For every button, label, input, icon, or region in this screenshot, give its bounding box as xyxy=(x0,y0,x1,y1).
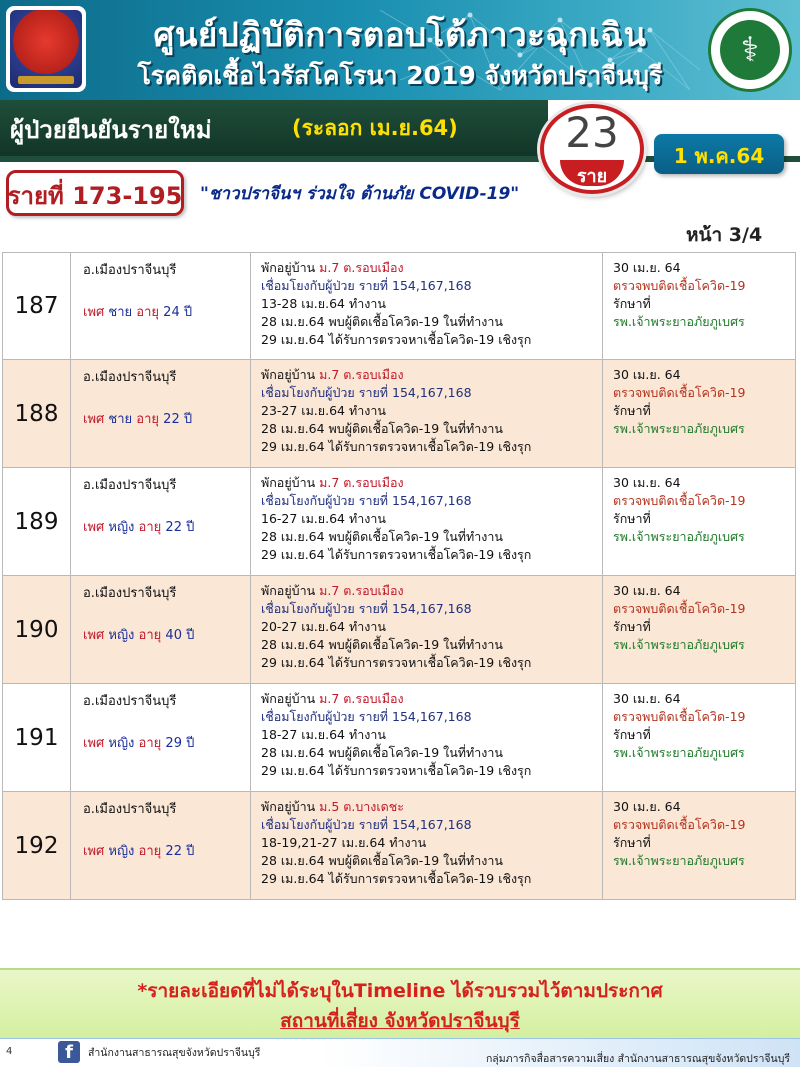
case-age: 22 xyxy=(165,520,182,535)
case-link xyxy=(261,492,602,510)
age-label: อายุ xyxy=(136,412,160,427)
case-area-cell xyxy=(71,360,251,467)
status-date: 30 เม.ย. 64 xyxy=(613,583,681,598)
status-treat-label: รักษาที่ xyxy=(613,835,651,850)
header-title-line1: ศูนย์ปฏิบัติการตอบโต้ภาวะฉุกเฉิน xyxy=(153,15,647,54)
case-village: ม.7 ต.รอบเมือง xyxy=(319,475,404,490)
case-residence xyxy=(261,798,602,816)
report-date: 1 พ.ค.64 xyxy=(673,144,765,168)
years-label: ปี xyxy=(186,628,195,643)
case-village: ม.7 ต.รอบเมือง xyxy=(319,367,404,382)
case-found-at-work: 28 เม.ย.64 พบผู้ติดเชื้อโควิด-19 ในที่ทำงาน xyxy=(261,529,503,544)
table-row xyxy=(2,252,796,360)
age-label: อายุ xyxy=(138,628,162,643)
case-sex: ชาย xyxy=(108,305,133,320)
ministry-of-public-health-seal-icon: ⚕ xyxy=(708,8,792,92)
status-found: ตรวจพบติดเชื้อโควิด-19 xyxy=(613,817,746,832)
case-work-period: 13-28 เม.ย.64 ทำงาน xyxy=(261,296,386,311)
link-label: เชื่อมโยงกับผู้ป่วย xyxy=(261,709,355,724)
status-hospital: รพ.เจ้าพระยาอภัยภูเบศร xyxy=(613,745,745,760)
years-label: ปี xyxy=(183,305,193,320)
status-treat-label: รักษาที่ xyxy=(613,403,651,418)
case-area-cell xyxy=(71,576,251,683)
page-number: หน้า 3/4 xyxy=(686,224,763,246)
link-label: เชื่อมโยงกับผู้ป่วย xyxy=(261,817,355,832)
years-label: ปี xyxy=(183,412,193,427)
age-label: อายุ xyxy=(138,844,162,859)
case-work-period: 23-27 เม.ย.64 ทำงาน xyxy=(261,403,386,418)
status-hospital: รพ.เจ้าพระยาอภัยภูเบศร xyxy=(613,314,745,329)
case-village: ม.7 ต.รอบเมือง xyxy=(319,260,404,275)
case-linked-ids: รายที่ 154,167,168 xyxy=(358,817,472,832)
case-timeline-cell xyxy=(251,360,603,467)
stay-label: พักอยู่บ้าน xyxy=(261,691,316,706)
case-proactive-test: 29 เม.ย.64 ได้รับการตรวจหาเชื้อโควิด-19 เชิงรุก xyxy=(261,871,532,886)
table-row xyxy=(2,468,796,576)
case-number: 192 xyxy=(3,792,71,899)
case-proactive-test: 29 เม.ย.64 ได้รับการตรวจหาเชื้อโควิด-19 เชิงรุก xyxy=(261,655,532,670)
case-status-cell xyxy=(603,684,795,791)
status-hospital: รพ.เจ้าพระยาอภัยภูเบศร xyxy=(613,853,745,868)
status-hospital: รพ.เจ้าพระยาอภัยภูเบศร xyxy=(613,529,745,544)
case-work-period: 20-27 เม.ย.64 ทำงาน xyxy=(261,619,386,634)
case-linked-ids: รายที่ 154,167,168 xyxy=(358,278,472,293)
case-status-cell xyxy=(603,360,795,467)
case-district: อ.เมืองปราจีนบุรี xyxy=(83,478,177,493)
table-row xyxy=(2,684,796,792)
case-area-cell xyxy=(71,253,251,359)
case-age: 22 xyxy=(165,844,182,859)
status-date: 30 เม.ย. 64 xyxy=(613,691,681,706)
case-count-number: 23 xyxy=(565,108,619,157)
years-label: ปี xyxy=(186,844,195,859)
case-timeline-cell xyxy=(251,684,603,791)
case-linked-ids: รายที่ 154,167,168 xyxy=(358,601,472,616)
new-cases-title: ผู้ป่วยยืนยันรายใหม่ xyxy=(10,116,212,144)
case-number: 189 xyxy=(3,468,71,575)
footnote-line1: *รายละเอียดที่ไม่ได้ระบุในTimeline ได้รวบรวมไว้ตามประกาศ xyxy=(137,980,663,1002)
case-linked-ids: รายที่ 154,167,168 xyxy=(358,385,472,400)
age-label: อายุ xyxy=(136,305,160,320)
status-treat-label: รักษาที่ xyxy=(613,296,651,311)
case-district: อ.เมืองปราจีนบุรี xyxy=(83,586,177,601)
sex-label: เพศ xyxy=(83,736,105,751)
case-district: อ.เมืองปราจีนบุรี xyxy=(83,694,177,709)
case-residence xyxy=(261,366,602,384)
case-timeline-cell xyxy=(251,576,603,683)
case-timeline-cell xyxy=(251,792,603,899)
case-proactive-test: 29 เม.ย.64 ได้รับการตรวจหาเชื้อโควิด-19 เชิงรุก xyxy=(261,547,532,562)
status-found: ตรวจพบติดเชื้อโควิด-19 xyxy=(613,385,746,400)
case-area-cell xyxy=(71,792,251,899)
case-linked-ids: รายที่ 154,167,168 xyxy=(358,493,472,508)
case-residence xyxy=(261,474,602,492)
case-found-at-work: 28 เม.ย.64 พบผู้ติดเชื้อโควิด-19 ในที่ทำงาน xyxy=(261,314,503,329)
case-residence xyxy=(261,690,602,708)
slogan: "ชาวปราจีนฯ ร่วมใจ ต้านภัย COVID-19" xyxy=(200,184,520,204)
header-title-line2: โรคติดเชื้อไวรัสโคโรนา 2019 จังหวัดปราจีนบุรี xyxy=(137,61,663,90)
case-status-cell xyxy=(603,468,795,575)
link-label: เชื่อมโยงกับผู้ป่วย xyxy=(261,278,355,293)
age-label: อายุ xyxy=(138,736,162,751)
case-sex: ชาย xyxy=(108,412,133,427)
status-found: ตรวจพบติดเชื้อโควิด-19 xyxy=(613,278,746,293)
case-age: 29 xyxy=(165,736,182,751)
case-demographics xyxy=(83,732,194,753)
header-banner xyxy=(0,0,800,100)
table-row xyxy=(2,360,796,468)
stay-label: พักอยู่บ้าน xyxy=(261,475,316,490)
case-village: ม.7 ต.รอบเมือง xyxy=(319,691,404,706)
case-sex: หญิง xyxy=(108,628,135,643)
link-label: เชื่อมโยงกับผู้ป่วย xyxy=(261,493,355,508)
footer-page-mark: 4 xyxy=(6,1046,13,1057)
case-link xyxy=(261,384,602,402)
case-link xyxy=(261,816,602,834)
link-label: เชื่อมโยงกับผู้ป่วย xyxy=(261,601,355,616)
status-date: 30 เม.ย. 64 xyxy=(613,475,681,490)
table-row xyxy=(2,576,796,684)
case-residence xyxy=(261,582,602,600)
footnote-line2[interactable]: สถานที่เสี่ยง จังหวัดปราจีนบุรี xyxy=(280,1010,520,1032)
case-demographics xyxy=(83,301,192,322)
stay-label: พักอยู่บ้าน xyxy=(261,260,316,275)
stay-label: พักอยู่บ้าน xyxy=(261,583,316,598)
case-village: ม.5 ต.บางเดชะ xyxy=(319,799,405,814)
case-demographics xyxy=(83,516,194,537)
status-date: 30 เม.ย. 64 xyxy=(613,367,681,382)
case-found-at-work: 28 เม.ย.64 พบผู้ติดเชื้อโควิด-19 ในที่ทำงาน xyxy=(261,637,503,652)
case-proactive-test: 29 เม.ย.64 ได้รับการตรวจหาเชื้อโควิด-19 เชิงรุก xyxy=(261,439,532,454)
sex-label: เพศ xyxy=(83,628,105,643)
case-link xyxy=(261,600,602,618)
case-age: 22 xyxy=(163,412,180,427)
footer-credit: กลุ่มภารกิจสื่อสารความเสี่ยง สำนักงานสาธารณสุขจังหวัดปราจีนบุรี xyxy=(485,1053,790,1065)
case-found-at-work: 28 เม.ย.64 พบผู้ติดเชื้อโควิด-19 ในที่ทำงาน xyxy=(261,745,503,760)
case-link xyxy=(261,708,602,726)
sex-label: เพศ xyxy=(83,844,105,859)
case-timeline-cell xyxy=(251,253,603,359)
case-proactive-test: 29 เม.ย.64 ได้รับการตรวจหาเชื้อโควิด-19 เชิงรุก xyxy=(261,763,532,778)
wave-subtitle: (ระลอก เม.ย.64) xyxy=(292,116,458,140)
case-range: รายที่ 173-195 xyxy=(7,182,183,210)
case-sex: หญิง xyxy=(108,520,135,535)
case-found-at-work: 28 เม.ย.64 พบผู้ติดเชื้อโควิด-19 ในที่ทำงาน xyxy=(261,853,503,868)
case-demographics xyxy=(83,408,192,429)
case-work-period: 18-19,21-27 เม.ย.64 ทำงาน xyxy=(261,835,427,850)
status-treat-label: รักษาที่ xyxy=(613,619,651,634)
case-age: 40 xyxy=(165,628,182,643)
stay-label: พักอยู่บ้าน xyxy=(261,799,316,814)
case-residence xyxy=(261,259,602,277)
case-status-cell xyxy=(603,253,795,359)
case-district: อ.เมืองปราจีนบุรี xyxy=(83,370,177,385)
status-found: ตรวจพบติดเชื้อโควิด-19 xyxy=(613,709,746,724)
case-demographics xyxy=(83,624,194,645)
case-proactive-test: 29 เม.ย.64 ได้รับการตรวจหาเชื้อโควิด-19 เชิงรุก xyxy=(261,332,532,347)
case-status-cell xyxy=(603,792,795,899)
case-area-cell xyxy=(71,684,251,791)
table-row xyxy=(2,792,796,900)
case-count-unit: ราย xyxy=(576,166,608,187)
status-hospital: รพ.เจ้าพระยาอภัยภูเบศร xyxy=(613,637,745,652)
age-label: อายุ xyxy=(138,520,162,535)
link-label: เชื่อมโยงกับผู้ป่วย xyxy=(261,385,355,400)
case-demographics xyxy=(83,840,194,861)
case-link xyxy=(261,277,602,295)
footer-office-name: สำนักงานสาธารณสุขจังหวัดปราจีนบุรี xyxy=(88,1047,261,1059)
case-linked-ids: รายที่ 154,167,168 xyxy=(358,709,472,724)
facebook-icon[interactable]: f xyxy=(58,1041,80,1063)
stay-label: พักอยู่บ้าน xyxy=(261,367,316,382)
case-village: ม.7 ต.รอบเมือง xyxy=(319,583,404,598)
case-sex: หญิง xyxy=(108,736,135,751)
case-district: อ.เมืองปราจีนบุรี xyxy=(83,802,177,817)
case-district: อ.เมืองปราจีนบุรี xyxy=(83,263,177,278)
case-number: 191 xyxy=(3,684,71,791)
years-label: ปี xyxy=(186,736,195,751)
case-age: 24 xyxy=(163,305,180,320)
sex-label: เพศ xyxy=(83,412,105,427)
case-timeline-cell xyxy=(251,468,603,575)
cases-table xyxy=(2,252,796,900)
case-status-cell xyxy=(603,576,795,683)
case-area-cell xyxy=(71,468,251,575)
case-sex: หญิง xyxy=(108,844,135,859)
case-found-at-work: 28 เม.ย.64 พบผู้ติดเชื้อโควิด-19 ในที่ทำงาน xyxy=(261,421,503,436)
status-found: ตรวจพบติดเชื้อโควิด-19 xyxy=(613,601,746,616)
status-date: 30 เม.ย. 64 xyxy=(613,260,681,275)
status-treat-label: รักษาที่ xyxy=(613,511,651,526)
years-label: ปี xyxy=(186,520,195,535)
case-number: 190 xyxy=(3,576,71,683)
case-work-period: 18-27 เม.ย.64 ทำงาน xyxy=(261,727,386,742)
case-number: 188 xyxy=(3,360,71,467)
status-treat-label: รักษาที่ xyxy=(613,727,651,742)
case-work-period: 16-27 เม.ย.64 ทำงาน xyxy=(261,511,386,526)
status-hospital: รพ.เจ้าพระยาอภัยภูเบศร xyxy=(613,421,745,436)
case-number: 187 xyxy=(3,253,71,359)
status-date: 30 เม.ย. 64 xyxy=(613,799,681,814)
sex-label: เพศ xyxy=(83,305,105,320)
sex-label: เพศ xyxy=(83,520,105,535)
status-found: ตรวจพบติดเชื้อโควิด-19 xyxy=(613,493,746,508)
